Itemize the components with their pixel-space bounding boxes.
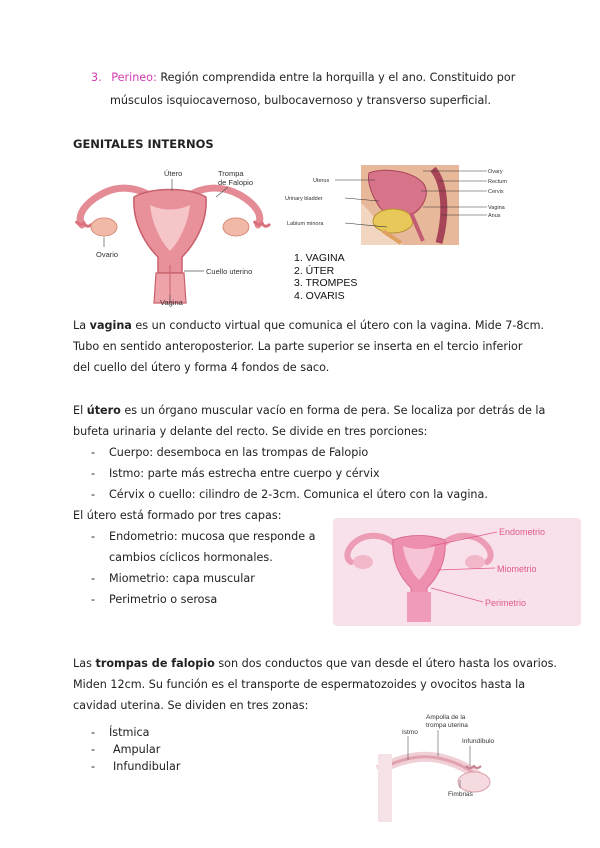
perineo-text-1: Región comprendida entre la horquilla y el ano. Constituido por: [160, 71, 516, 84]
zone-bullet-2: -: [91, 743, 96, 756]
fallopian-tube-diagram: [378, 710, 498, 822]
fig1-label-ovario: Ovario: [96, 250, 119, 259]
trompas-text-1: son dos conductos que van desde el útero hasta los ovarios.: [214, 657, 557, 670]
list-item: 2. ÚTER: [294, 264, 335, 277]
trompas-line-3: cavidad uterina. Se dividen en tres zonas:: [73, 699, 309, 712]
perineo-number: 3.: [91, 71, 102, 84]
fig1-label-trompa-1: Trompa: [218, 169, 244, 178]
perineo-term: Perineo:: [111, 71, 157, 84]
perineo-line-1: [91, 71, 515, 85]
fig2-label-bladder: Urinary bladder: [285, 196, 323, 202]
section-heading: GENITALES INTERNOS: [73, 137, 214, 151]
utero-line-1: [73, 404, 545, 418]
zone-item-1: Ístmica: [109, 726, 150, 739]
zone-item-3: Infundibular: [113, 760, 181, 773]
vagina-line-2: Tubo en sentido anteroposterior. La parte superior se inserta en el tercio inferior: [73, 340, 523, 353]
capa-item-1-cont: cambios cíclicos hormonales.: [109, 551, 273, 564]
capas-intro: El útero está formado por tres capas:: [73, 509, 282, 522]
portion-bullet-1: -: [91, 446, 96, 459]
zone-bullet-3: -: [91, 760, 96, 773]
fig2-label-labium: Labium minora: [287, 221, 324, 227]
numbered-list: [294, 252, 357, 302]
portion-item-1: Cuerpo: desemboca en las trompas de Falopio: [109, 446, 369, 459]
portion-bullet-2: -: [91, 467, 96, 480]
trompas-line-1: [73, 657, 557, 671]
fig2-label-cervix: Cervix: [488, 189, 504, 195]
fig2-label-ovary: Ovary: [488, 169, 503, 175]
utero-term: útero: [86, 404, 121, 417]
list-item: 3. TROMPES: [294, 277, 358, 289]
fig4-label-ampolla-1: Ampolla de la: [426, 714, 466, 721]
uterus-diagram: [68, 165, 273, 307]
list-item: 1. VAGINA: [294, 252, 345, 264]
zone-bullet-1: -: [91, 726, 96, 739]
portion-item-3: Cérvix o cuello: cilindro de 2-3cm. Comunica el útero con la vagina.: [109, 488, 488, 501]
trompas-pre: Las: [73, 657, 96, 670]
fig4-label-fimbrias: Fimbrias: [448, 791, 473, 798]
vagina-line-3: del cuello del útero y forma 4 fondos de saco.: [73, 361, 330, 374]
capa-item-3: Perimetrio o serosa: [109, 593, 218, 606]
uterus-layers-diagram: [333, 518, 581, 626]
fig2-label-vagina: Vagina: [488, 205, 505, 211]
fig2-label-anus: Anus: [488, 213, 501, 219]
fig4-label-infundibulo: Infundíbulo: [462, 738, 495, 745]
trompas-term: trompas de falopio: [95, 657, 215, 670]
capa-item-1: Endometrio: mucosa que responde a: [109, 530, 316, 543]
fig4-label-ampolla-2: trompa uterina: [426, 722, 468, 729]
vagina-term: vagina: [89, 319, 132, 332]
sagittal-diagram: [283, 163, 505, 249]
fig4-label-istmo: Istmo: [402, 729, 418, 736]
list-item: 4. OVARIS: [294, 289, 345, 302]
fig2-label-rectum: Rectum: [488, 179, 507, 185]
capa-bullet-3: -: [91, 593, 96, 606]
fig1-label-cuello: Cuello uterino: [206, 267, 253, 276]
fig2-label-uterus: Uterus: [313, 178, 330, 184]
utero-pre: El: [73, 404, 87, 417]
utero-text-1: es un órgano muscular vacío en forma de pera. Se localiza por detrás de la: [120, 404, 546, 417]
capa-bullet-2: -: [91, 572, 96, 585]
vagina-text-1: es un conducto virtual que comunica el útero con la vagina. Mide 7-8cm.: [131, 319, 545, 332]
vagina-line-1: [73, 319, 544, 333]
portion-item-2: Istmo: parte más estrecha entre cuerpo y cérvix: [109, 467, 380, 480]
capa-item-2: Miometrio: capa muscular: [109, 572, 255, 585]
trompas-line-2: Miden 12cm. Su función es el transporte de espermatozoides y ovocitos hasta la: [73, 678, 526, 691]
fig1-label-trompa-2: de Falopio: [218, 178, 254, 187]
utero-line-2: bufeta urinaria y delante del recto. Se divide en tres porciones:: [73, 425, 428, 438]
fig3-label-endometrio: Endometrio: [499, 527, 546, 537]
perineo-line-2: músculos isquiocavernoso, bulbocavernoso y transverso superficial.: [110, 94, 492, 107]
fig1-label-utero: Útero: [164, 169, 183, 178]
fig3-label-perimetrio: Perimetrio: [485, 598, 527, 608]
fig1-label-vagina: Vagina: [160, 298, 183, 307]
zone-item-2: Ampular: [113, 743, 161, 756]
vagina-pre: La: [73, 319, 90, 332]
portion-bullet-3: -: [91, 488, 96, 501]
capa-bullet-1: -: [91, 530, 96, 543]
fig3-label-miometrio: Miometrio: [497, 564, 537, 574]
